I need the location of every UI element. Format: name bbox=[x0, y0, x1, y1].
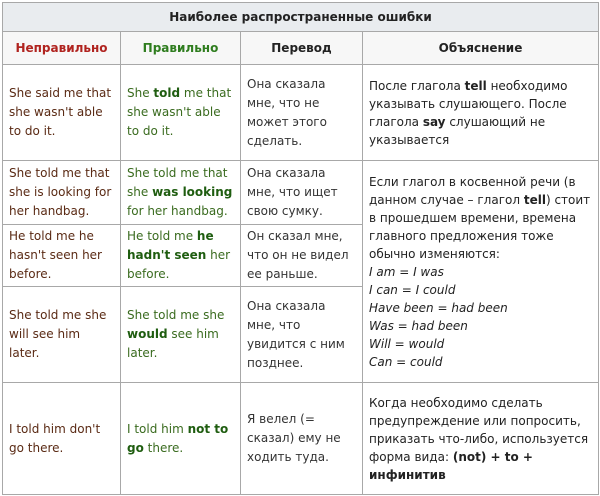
explanation-keyword: say bbox=[422, 114, 446, 129]
tense-rule: I can = I could bbox=[369, 282, 456, 297]
right-text: I told him bbox=[127, 421, 188, 436]
explanation-text: После глагола bbox=[369, 78, 465, 93]
explanation-text: ) стоит в прошедшем времени, времена главного предложения тоже обычно изменяются: bbox=[369, 192, 591, 261]
tense-rule: Have been = had been bbox=[369, 300, 508, 315]
wrong-example: He told me he hasn't seen her before. bbox=[3, 225, 121, 287]
errors-table bbox=[2, 2, 599, 495]
header-translation: Перевод bbox=[241, 32, 363, 65]
table-row bbox=[3, 383, 599, 495]
explanation-text: слушающий не указывается bbox=[369, 114, 546, 147]
translation: Она сказала мне, что увидится с ним позднее. bbox=[241, 287, 363, 383]
wrong-example: She told me she will see him later. bbox=[3, 287, 121, 383]
table-caption: Наиболее распространенные ошибки bbox=[3, 3, 599, 32]
table-row bbox=[3, 65, 599, 161]
right-highlight: was looking bbox=[152, 185, 233, 199]
explanation-text: Если глагол в косвенной речи (в данном случае – глагол bbox=[369, 174, 576, 207]
right-highlight: he hadn't seen bbox=[127, 229, 214, 262]
explanation-infinitive bbox=[363, 383, 599, 495]
explanation-text: Когда необходимо сделать предупреждение или попросить, приказать что-либо, используется форма вида: bbox=[369, 395, 589, 464]
translation: Она сказала мне, что ищет свою сумку. bbox=[241, 161, 363, 225]
translation: Он сказал мне, что он не видел ее раньше. bbox=[241, 225, 363, 287]
wrong-example: She told me that she is looking for her handbag. bbox=[3, 161, 121, 225]
right-text: She bbox=[127, 86, 154, 100]
translation: Она сказала мне, что не может этого сделать. bbox=[241, 65, 363, 161]
right-text: for her handbag. bbox=[127, 204, 228, 218]
header-right: Правильно bbox=[121, 32, 241, 65]
tense-rule: I am = I was bbox=[369, 264, 444, 279]
wrong-example: I told him don't go there. bbox=[3, 383, 121, 495]
header-wrong: Неправильно bbox=[3, 32, 121, 65]
header-explanation: Объяснение bbox=[363, 32, 599, 65]
right-text: there. bbox=[143, 440, 184, 455]
explanation-keyword: tell bbox=[464, 78, 487, 93]
right-text: He told me bbox=[127, 229, 197, 243]
right-example bbox=[121, 383, 241, 495]
right-example bbox=[121, 65, 241, 161]
right-text: She told me that she bbox=[127, 166, 228, 199]
tense-rule: Will = would bbox=[369, 336, 445, 351]
right-highlight: would bbox=[127, 327, 168, 341]
wrong-example: She said me that she wasn't able to do it. bbox=[3, 65, 121, 161]
right-example bbox=[121, 225, 241, 287]
tense-rule: Can = could bbox=[369, 354, 443, 369]
explanation-tense-shift bbox=[363, 161, 599, 383]
tense-rule: Was = had been bbox=[369, 318, 468, 333]
right-highlight: told bbox=[153, 86, 181, 100]
right-text: her before. bbox=[127, 248, 231, 281]
table-row bbox=[3, 161, 599, 225]
right-highlight: not to go bbox=[127, 421, 229, 455]
right-example bbox=[121, 287, 241, 383]
right-text: She told me she bbox=[127, 308, 225, 322]
right-example bbox=[121, 161, 241, 225]
explanation-tell-say bbox=[363, 65, 599, 161]
explanation-keyword: (not) + to + инфинитив bbox=[369, 449, 533, 482]
right-text: see him later. bbox=[127, 327, 219, 360]
explanation-keyword: tell bbox=[523, 192, 546, 207]
translation: Я велел (= сказал) ему не ходить туда. bbox=[241, 383, 363, 495]
right-text: me that she wasn't able to do it. bbox=[127, 86, 232, 138]
explanation-text: необходимо указывать слушающего. После глагола bbox=[369, 78, 568, 129]
